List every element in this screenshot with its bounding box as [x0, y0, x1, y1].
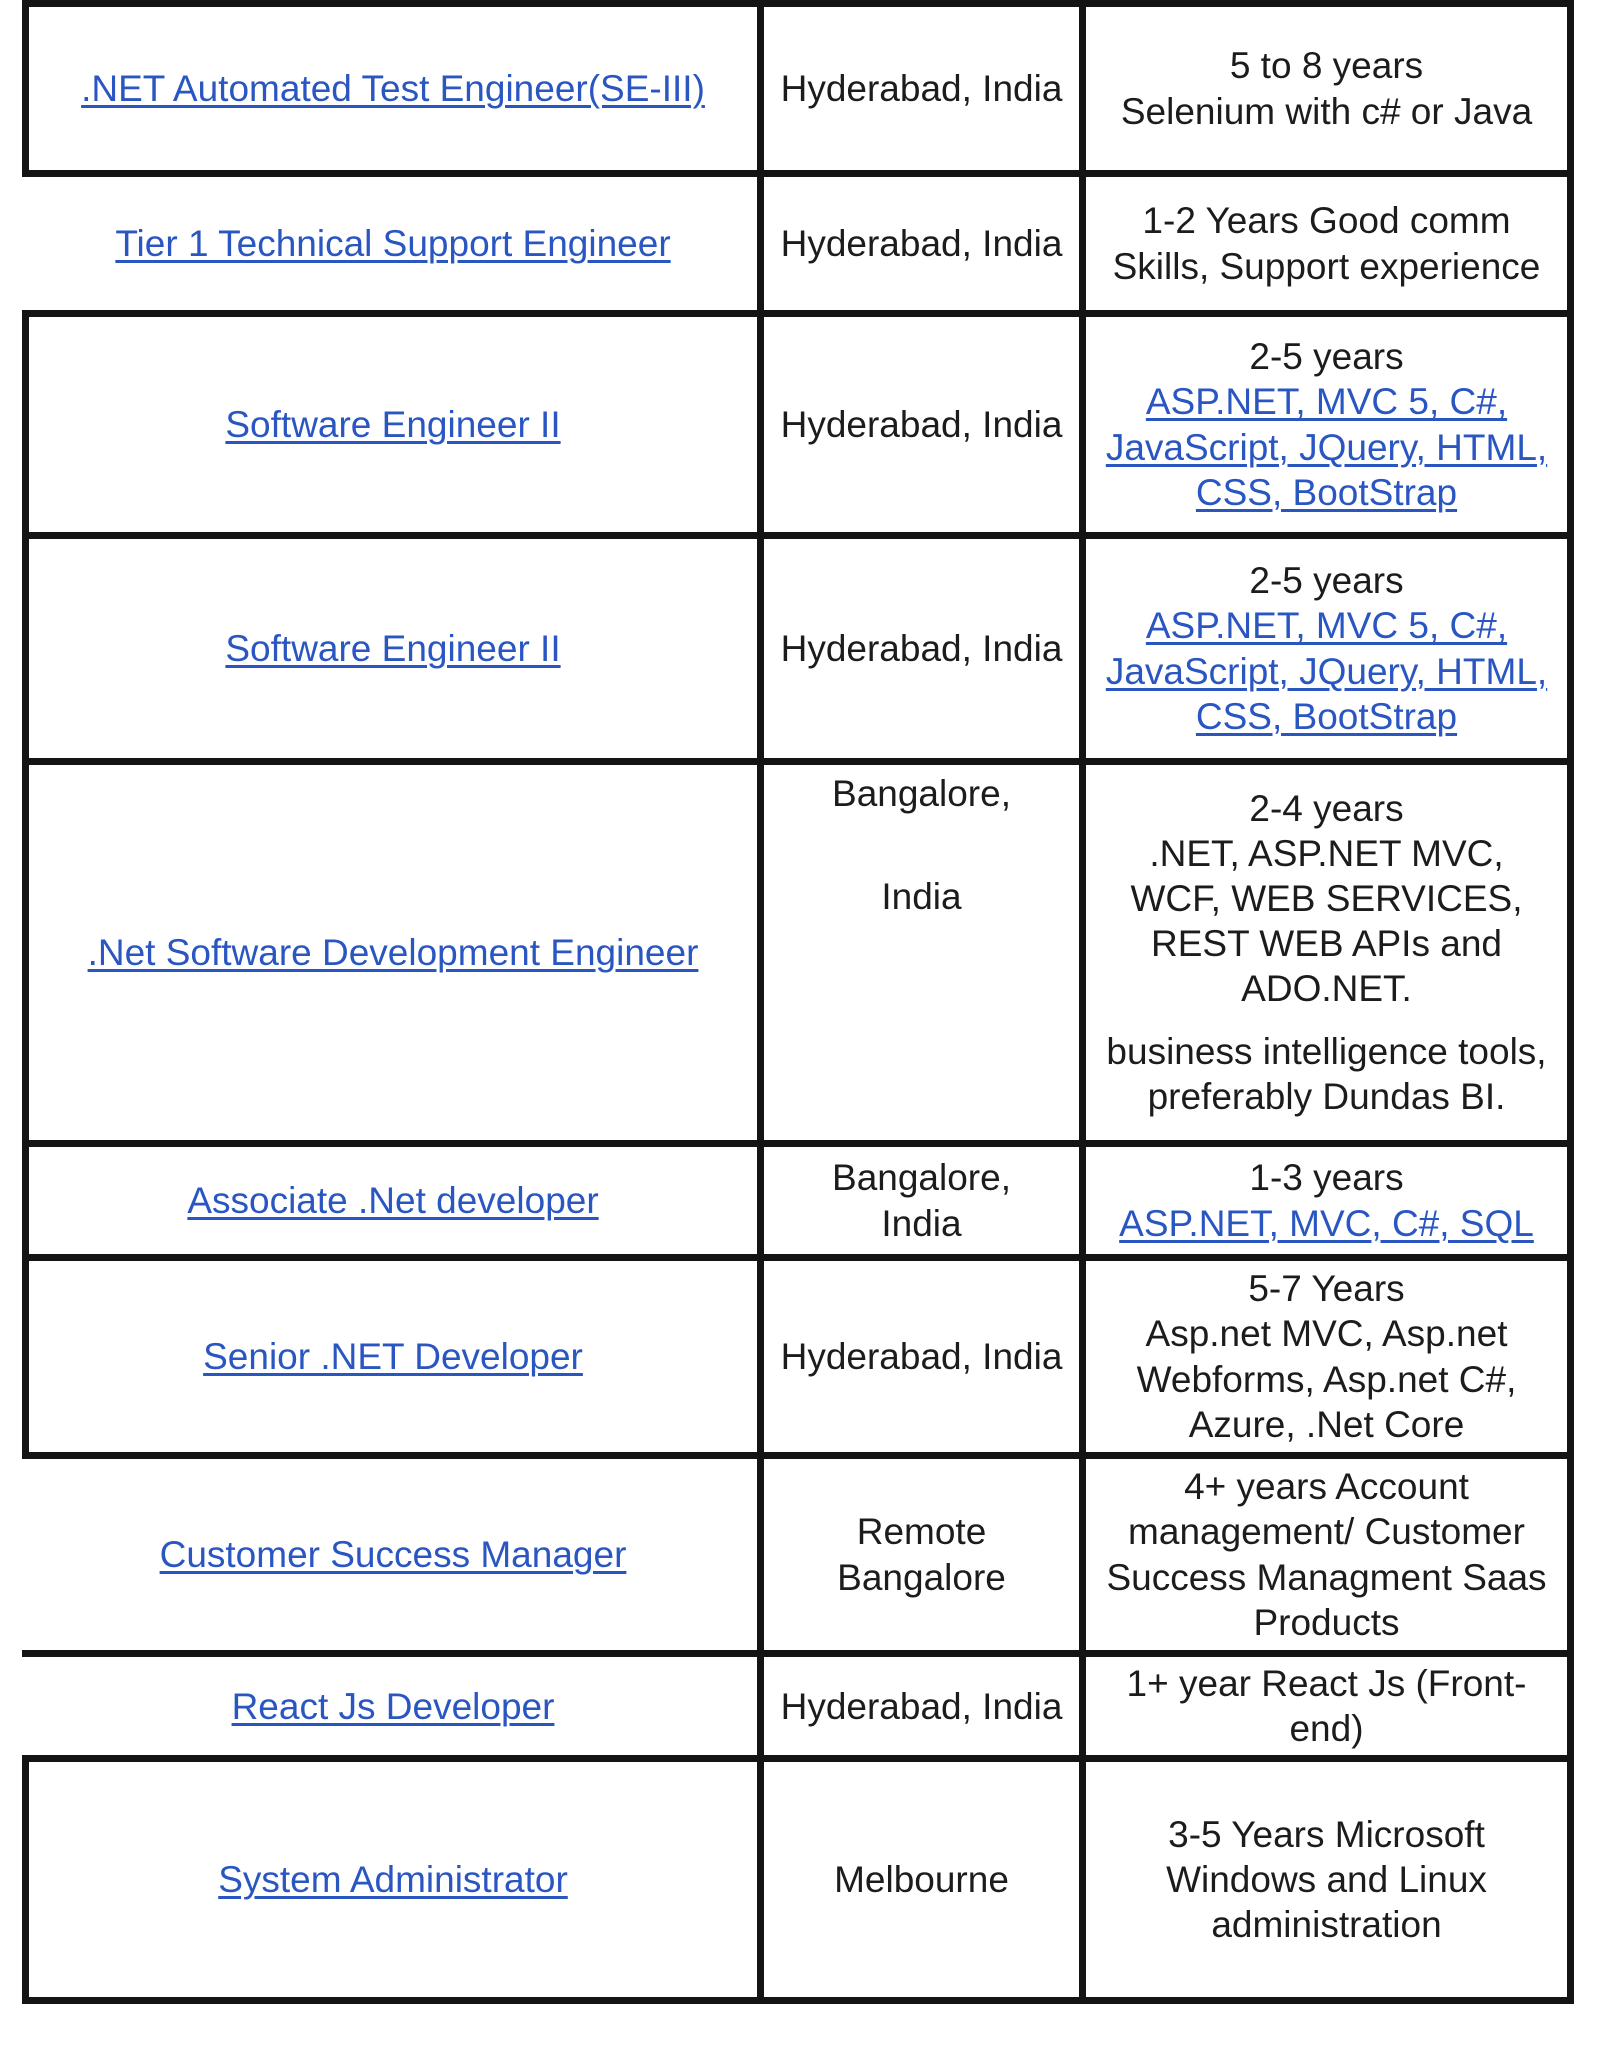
requirements-cell	[1083, 762, 1571, 1144]
job-title-link[interactable]: Tier 1 Technical Support Engineer	[115, 222, 671, 264]
skill-link[interactable]: CSS, BootStrap	[1195, 695, 1458, 737]
location-line: India	[881, 1202, 962, 1244]
spacer	[1098, 1011, 1555, 1029]
job-title-link[interactable]: Associate .Net developer	[187, 1179, 599, 1221]
location-cell: Hyderabad, India	[761, 4, 1083, 174]
requirement-line: Webforms, Asp.net C#,	[1136, 1358, 1517, 1400]
table-row	[26, 1144, 1571, 1258]
job-openings-table	[22, 0, 1574, 2004]
requirement-line: 5 to 8 years	[1229, 45, 1424, 87]
skill-link[interactable]: JavaScript, JQuery, HTML,	[1105, 426, 1548, 468]
requirement-line: 2-4 years	[1249, 787, 1404, 829]
table-row	[26, 536, 1571, 762]
table-row	[26, 314, 1571, 536]
job-title-cell	[26, 536, 761, 762]
requirement-line: Success Managment Saas	[1106, 1556, 1547, 1598]
job-title-link[interactable]: Senior .NET Developer	[203, 1335, 583, 1377]
job-title-cell	[26, 1144, 761, 1258]
table-row	[26, 174, 1571, 314]
requirements-cell	[1083, 536, 1571, 762]
location-line: Remote	[856, 1511, 987, 1553]
job-title-cell	[26, 4, 761, 174]
requirement-line: 3-5 Years Microsoft	[1168, 1814, 1485, 1856]
requirement-years: 2-5 years	[1249, 336, 1404, 378]
location-cell	[761, 1456, 1083, 1654]
requirement-line: Skills, Support experience	[1112, 245, 1541, 287]
table-row	[26, 1759, 1571, 2001]
location-line: Bangalore,	[832, 1157, 1011, 1199]
requirement-line: .NET, ASP.NET MVC,	[1149, 832, 1504, 874]
skill-link[interactable]: ASP.NET, MVC 5, C#,	[1145, 381, 1508, 423]
skill-link[interactable]: JavaScript, JQuery, HTML,	[1105, 650, 1548, 692]
requirements-cell	[1083, 1654, 1571, 1759]
location-line: India	[881, 876, 962, 918]
job-title-link[interactable]: Customer Success Manager	[159, 1533, 627, 1575]
requirement-line: 1+ year React Js (Front-	[1126, 1663, 1527, 1704]
job-title-link[interactable]: System Administrator	[218, 1859, 568, 1901]
requirements-cell	[1083, 1144, 1571, 1258]
requirements-cell	[1083, 174, 1571, 314]
location-cell: Hyderabad, India	[761, 174, 1083, 314]
requirements-cell	[1083, 4, 1571, 174]
requirement-line: Azure, .Net Core	[1188, 1403, 1465, 1445]
location-cell: Hyderabad, India	[761, 536, 1083, 762]
requirement-line: administration	[1211, 1904, 1442, 1946]
location-cell	[761, 1144, 1083, 1258]
job-title-cell	[26, 1456, 761, 1654]
job-title-link[interactable]: .NET Automated Test Engineer(SE-III)	[81, 67, 705, 109]
job-title-link[interactable]: .Net Software Development Engineer	[87, 931, 699, 973]
requirement-line: WCF, WEB SERVICES,	[1130, 877, 1523, 919]
location-cell: Hyderabad, India	[761, 1654, 1083, 1759]
location-cell: Hyderabad, India	[761, 314, 1083, 536]
requirements-cell	[1083, 1258, 1571, 1456]
location-line: Bangalore,	[832, 773, 1011, 814]
requirement-line: Selenium with c# or Java	[1120, 90, 1533, 132]
table-row	[26, 1456, 1571, 1654]
location-cell	[761, 762, 1083, 1144]
requirement-line: preferably Dundas BI.	[1147, 1076, 1506, 1118]
job-title-cell	[26, 314, 761, 536]
location-line: Bangalore	[837, 1556, 1006, 1598]
requirement-line: Asp.net MVC, Asp.net	[1145, 1313, 1508, 1355]
requirements-cell	[1083, 1456, 1571, 1654]
requirements-cell	[1083, 1759, 1571, 2001]
job-title-cell	[26, 1258, 761, 1456]
location-cell: Hyderabad, India	[761, 1258, 1083, 1456]
requirement-line: Windows and Linux	[1166, 1859, 1487, 1901]
job-title-cell	[26, 1654, 761, 1759]
job-title-link[interactable]: Software Engineer II	[225, 403, 561, 445]
table-row	[26, 4, 1571, 174]
skill-link[interactable]: CSS, BootStrap	[1195, 471, 1458, 513]
job-title-cell	[26, 1759, 761, 2001]
requirement-line: Products	[1253, 1601, 1400, 1643]
requirement-years: 2-5 years	[1249, 560, 1404, 602]
requirement-line: business intelligence tools,	[1106, 1031, 1547, 1073]
location-cell: Melbourne	[761, 1759, 1083, 2001]
job-title-cell	[26, 174, 761, 314]
skill-link[interactable]: ASP.NET, MVC, C#, SQL	[1119, 1202, 1534, 1244]
requirement-line: REST WEB APIs and	[1151, 922, 1502, 964]
requirement-years: 1-3 years	[1249, 1157, 1404, 1199]
requirement-line: ADO.NET.	[1241, 968, 1412, 1010]
requirement-line: 5-7 Years	[1248, 1268, 1405, 1310]
job-title-cell	[26, 762, 761, 1144]
requirement-line: 4+ years Account	[1184, 1466, 1469, 1508]
requirement-line: end)	[1289, 1708, 1364, 1750]
job-title-link[interactable]: Software Engineer II	[225, 627, 561, 669]
spacer	[776, 816, 1067, 874]
skill-link[interactable]: ASP.NET, MVC 5, C#,	[1145, 605, 1508, 647]
requirement-line: 1-2 Years Good comm	[1142, 200, 1511, 242]
table-row	[26, 1654, 1571, 1759]
job-title-link[interactable]: React Js Developer	[231, 1685, 555, 1727]
requirement-line: management/ Customer	[1128, 1511, 1525, 1553]
table-row	[26, 762, 1571, 1144]
table-row	[26, 1258, 1571, 1456]
requirements-cell	[1083, 314, 1571, 536]
